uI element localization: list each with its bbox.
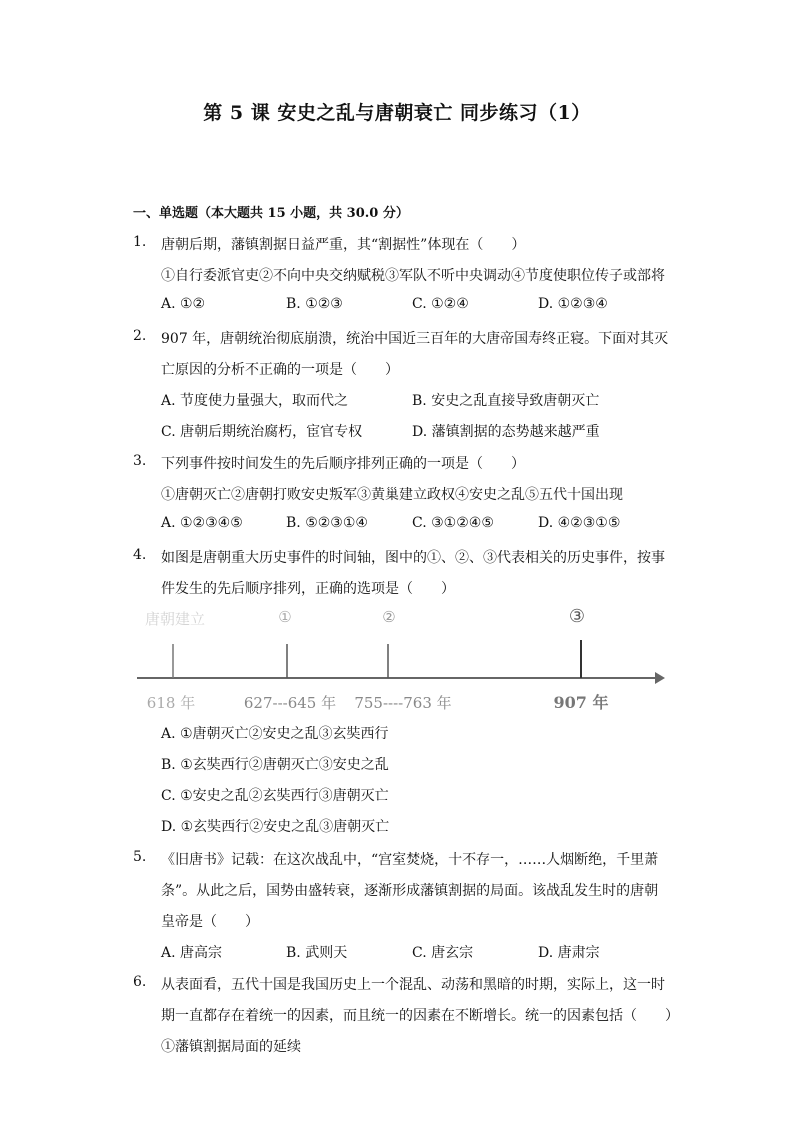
option-c[interactable]: C. ①②④ [412, 296, 469, 312]
option-b[interactable]: B. ①②③ [286, 296, 343, 312]
question-number: 2. [133, 328, 147, 344]
option-d[interactable]: D. 藩镇割据的态势越来越严重 [412, 424, 600, 440]
option-c[interactable]: C. 唐玄宗 [412, 945, 474, 961]
option-a[interactable]: A. 唐高宗 [161, 945, 223, 961]
timeline-event-label: ① [278, 608, 292, 626]
question-number: 4. [133, 547, 147, 563]
question-text: ①藩镇割据局面的延续 [161, 1039, 301, 1055]
question-text: 下列事件按时间发生的先后顺序排列正确的一项是（ ） [161, 456, 525, 472]
question-number: 1. [133, 234, 147, 250]
option-a[interactable]: A. ①②③④⑤ [161, 515, 243, 531]
question-text: 亡原因的分析不正确的一项是（ ） [161, 362, 399, 378]
question-text: 《旧唐书》记载：在这次战乱中，“宫室焚烧，十不存一，……人烟断绝，千里萧 [161, 852, 659, 868]
timeline-svg [135, 600, 665, 720]
option-a[interactable]: A. 节度使力量强大，取而代之 [161, 393, 349, 409]
option-d[interactable]: D. 唐肃宗 [538, 945, 600, 961]
option-c[interactable]: C. ①安史之乱②玄奘西行③唐朝灭亡 [161, 788, 389, 804]
timeline-event-label: ② [382, 608, 396, 626]
section-heading: 一、单选题（本大题共 15 小题，共 30.0 分） [133, 206, 409, 221]
timeline-event-label: ③ [568, 606, 586, 627]
question-number: 5. [133, 849, 147, 865]
question-text: ①唐朝灭亡②唐朝打败安史叛军③黄巢建立政权④安史之乱⑤五代十国出现 [161, 487, 623, 503]
option-b[interactable]: B. 安史之乱直接导致唐朝灭亡 [412, 393, 600, 409]
option-b[interactable]: B. 武则天 [286, 945, 348, 961]
page-title: 第 5 课 安史之乱与唐朝衰亡 同步练习（1） [203, 102, 591, 124]
option-a[interactable]: A. ①② [161, 296, 206, 312]
option-d[interactable]: D. ①②③④ [538, 296, 608, 312]
question-text: 唐朝后期，藩镇割据日益严重，其“割据性”体现在（ ） [161, 237, 526, 253]
timeline-year-label: 755----763 年 [354, 694, 452, 712]
option-b[interactable]: B. ⑤②③①④ [286, 515, 368, 531]
question-text: 如图是唐朝重大历史事件的时间轴，图中的①、②、③代表相关的历史事件，按事 [161, 550, 665, 566]
timeline-arrow [655, 672, 665, 684]
question-text: ①自行委派官吏②不向中央交纳赋税③军队不听中央调动④节度使职位传子或部将 [161, 268, 665, 284]
timeline-year-label: 618 年 [146, 694, 196, 712]
question-text: 期一直都存在着统一的因素，而且统一的因素在不断增长。统一的因素包括（ ） [161, 1008, 679, 1024]
option-b[interactable]: B. ①玄奘西行②唐朝灭亡③安史之乱 [161, 757, 389, 773]
option-a[interactable]: A. ①唐朝灭亡②安史之乱③玄奘西行 [161, 726, 389, 742]
option-d[interactable]: D. ④②③①⑤ [538, 515, 621, 531]
question-text: 件发生的先后顺序排列，正确的选项是（ ） [161, 581, 455, 597]
question-text: 907 年，唐朝统治彻底崩溃，统治中国近三百年的大唐帝国寿终正寝。下面对其灭 [161, 331, 669, 347]
option-d[interactable]: D. ①玄奘西行②安史之乱③唐朝灭亡 [161, 819, 390, 835]
question-number: 3. [133, 453, 147, 469]
question-text: 皇帝是（ ） [161, 914, 259, 930]
option-c[interactable]: C. 唐朝后期统治腐朽，宦官专权 [161, 424, 363, 440]
question-text: 从表面看，五代十国是我国历史上一个混乱、动荡和黑暗的时期，实际上，这一时 [161, 977, 665, 993]
question-text: 条”。从此之后，国势由盛转衰，逐渐形成藩镇割据的局面。该战乱发生时的唐朝 [161, 883, 659, 899]
option-c[interactable]: C. ③①②④⑤ [412, 515, 494, 531]
timeline-year-label: 627---645 年 [243, 694, 337, 712]
question-number: 6. [133, 974, 147, 990]
timeline-event-label: 唐朝建立 [144, 610, 206, 628]
timeline-year-label: 907 年 [553, 693, 609, 712]
timeline-figure [135, 600, 665, 720]
